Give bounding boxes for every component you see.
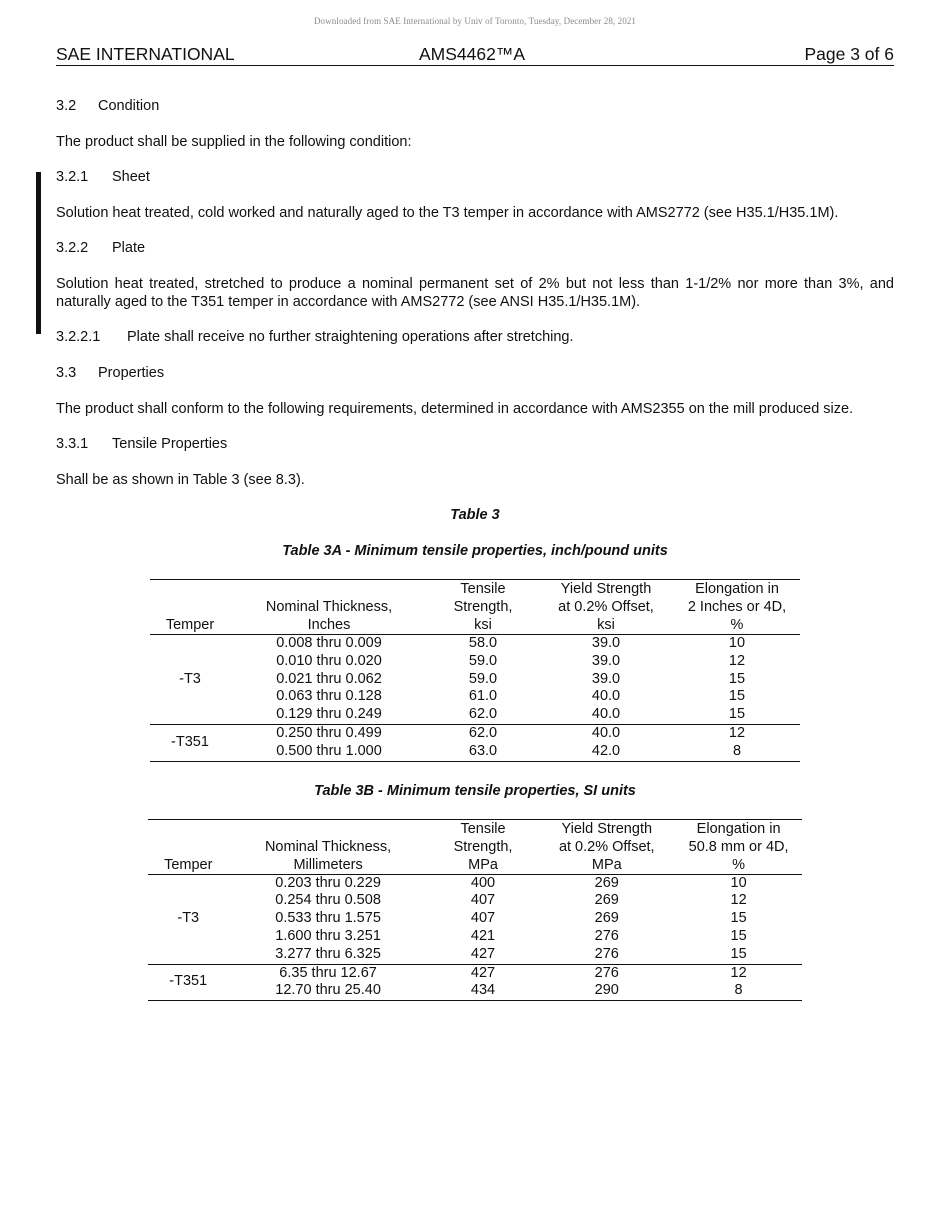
- header-doc-number: AMS4462™A: [419, 44, 526, 64]
- table-row: [148, 982, 802, 1000]
- col-yield-strength: [538, 580, 674, 635]
- col-yield-strength: [538, 819, 675, 874]
- col-tensile-strength: [428, 580, 538, 635]
- header-line: Elongation in: [696, 820, 781, 837]
- table-3-caption: Table 3: [450, 507, 500, 523]
- heading-3-2: [56, 97, 894, 116]
- table-row: [150, 635, 800, 653]
- section-number: 3.2.2: [56, 240, 89, 256]
- header-line: Elongation in: [695, 581, 779, 597]
- section-number: 3.3: [56, 365, 77, 381]
- table-header-row: [150, 580, 800, 635]
- tensile-cell: 62.0: [468, 724, 498, 741]
- document-body: [56, 97, 894, 1001]
- header-line: Nominal Thickness,: [264, 838, 392, 855]
- section-title: Plate: [112, 240, 146, 256]
- header-line: %: [730, 617, 744, 633]
- elongation-cell: 15: [728, 688, 746, 705]
- temper-cell: -T3: [179, 670, 201, 687]
- revision-change-bar: [36, 172, 41, 334]
- thickness-cell: 0.010 thru 0.020: [276, 652, 382, 669]
- tensile-cell: 59.0: [468, 670, 498, 687]
- header-line: 50.8 mm or 4D,: [688, 838, 789, 855]
- table-3b: [148, 819, 802, 1002]
- elongation-cell: 12: [728, 724, 746, 741]
- paragraph-3-2-1: Solution heat treated, cold worked and naturally aged to the T3 temper in accordance with AMS2772 (see H35.1/H35.1M).: [56, 205, 839, 221]
- col-elongation: [675, 819, 802, 874]
- header-page-number: Page 3 of 6: [804, 44, 894, 64]
- tensile-cell: 400: [470, 874, 496, 891]
- col-temper: Temper: [165, 617, 215, 633]
- header-line: at 0.2% Offset,: [558, 838, 655, 855]
- yield-cell: 269: [594, 874, 619, 891]
- header-line: at 0.2% Offset,: [558, 599, 654, 615]
- tensile-cell: 407: [470, 910, 496, 927]
- header-line: Tensile: [460, 820, 506, 837]
- table-row: [150, 743, 800, 761]
- yield-cell: 276: [594, 927, 619, 944]
- thickness-cell: 6.35 thru 12.67: [279, 964, 377, 981]
- table-3b-caption: Table 3B - Minimum tensile properties, SI units: [314, 782, 636, 799]
- table-3a: [150, 579, 800, 762]
- thickness-cell: 1.600 thru 3.251: [275, 927, 381, 944]
- tensile-cell: 61.0: [468, 688, 498, 705]
- temper-group-t3: [148, 874, 802, 964]
- thickness-cell: 3.277 thru 6.325: [275, 945, 381, 962]
- table-row: [148, 910, 802, 928]
- heading-3-2-1: [56, 168, 894, 187]
- yield-cell: 39.0: [591, 670, 621, 687]
- tensile-cell: 427: [470, 964, 496, 981]
- table-row: [148, 964, 802, 982]
- heading-3-3-1: [56, 435, 894, 454]
- elongation-cell: 8: [734, 982, 743, 999]
- thickness-cell: 12.70 thru 25.40: [275, 982, 381, 999]
- section-title: Tensile Properties: [112, 436, 228, 452]
- tensile-cell: 59.0: [468, 652, 498, 669]
- heading-3-2-2: [56, 239, 894, 258]
- section-title: Condition: [98, 98, 160, 114]
- header-line: MPa: [468, 856, 498, 873]
- paragraph-3-3: The product shall conform to the following requirements, determined in accordance with AMS2355 on the mill produced size.: [56, 401, 854, 417]
- tensile-cell: 407: [470, 892, 496, 909]
- header-line: Inches: [307, 617, 351, 633]
- thickness-cell: 0.250 thru 0.499: [276, 724, 382, 741]
- col-tensile-strength: [428, 819, 539, 874]
- table-row: [148, 928, 802, 946]
- yield-cell: 269: [594, 892, 619, 909]
- header-line: Tensile: [460, 581, 506, 597]
- tensile-cell: 63.0: [468, 742, 498, 759]
- yield-cell: 269: [594, 910, 619, 927]
- tensile-cell: 62.0: [468, 706, 498, 723]
- table-header-row: [148, 819, 802, 874]
- header-line: Millimeters: [293, 856, 363, 873]
- yield-cell: 39.0: [591, 652, 621, 669]
- section-number: 3.2: [56, 98, 77, 114]
- tensile-cell: 434: [470, 982, 496, 999]
- thickness-cell: 0.533 thru 1.575: [275, 910, 381, 927]
- thickness-cell: 0.500 thru 1.000: [276, 742, 382, 759]
- elongation-cell: 8: [732, 742, 742, 759]
- temper-group-t351: [150, 724, 800, 761]
- temper-cell: -T351: [171, 733, 209, 750]
- table-row: [150, 671, 800, 689]
- section-number: 3.2.2.1: [56, 329, 101, 345]
- section-title: Sheet: [112, 169, 150, 185]
- tensile-cell: 427: [470, 945, 496, 962]
- section-title: Properties: [98, 365, 165, 381]
- paragraph-3-2: The product shall be supplied in the following condition:: [56, 134, 412, 150]
- paragraph-3-2-2: Solution heat treated, stretched to produce a nominal permanent set of 2% but not less than 1-1/2% nor more than 3%, and naturally aged to the T351 temper in accordance with AMS2772 (see ANSI H35.1/H35.1M).: [56, 276, 894, 310]
- table-row: [150, 688, 800, 706]
- temper-cell: -T351: [169, 973, 208, 990]
- elongation-cell: 15: [728, 706, 746, 723]
- yield-cell: 40.0: [591, 724, 621, 741]
- header-line: 2 Inches or 4D,: [687, 599, 787, 615]
- yield-cell: 290: [594, 982, 619, 999]
- table-3a-caption: Table 3A - Minimum tensile properties, inch/pound units: [282, 543, 668, 559]
- temper-group-t351: [148, 964, 802, 1001]
- yield-cell: 39.0: [591, 635, 621, 651]
- thickness-cell: 0.021 thru 0.062: [276, 670, 382, 687]
- elongation-cell: 15: [730, 910, 747, 927]
- heading-3-3: [56, 364, 894, 383]
- section-number: 3.3.1: [56, 436, 89, 452]
- table-row: [148, 892, 802, 910]
- header-line: Strength,: [453, 838, 513, 855]
- paragraph-3-3-1: Shall be as shown in Table 3 (see 8.3).: [56, 472, 305, 488]
- header-line: %: [732, 856, 746, 873]
- elongation-cell: 15: [728, 670, 746, 687]
- table-row: [150, 706, 800, 724]
- thickness-cell: 0.254 thru 0.508: [275, 892, 381, 909]
- yield-cell: 276: [594, 964, 619, 981]
- col-elongation: [674, 580, 800, 635]
- elongation-cell: 12: [730, 892, 747, 909]
- thickness-cell: 0.008 thru 0.009: [276, 635, 382, 651]
- elongation-cell: 12: [728, 652, 746, 669]
- yield-cell: 40.0: [591, 688, 621, 705]
- header-line: ksi: [474, 617, 492, 633]
- header-org: SAE INTERNATIONAL: [56, 44, 235, 64]
- thickness-cell: 0.063 thru 0.128: [276, 688, 382, 705]
- elongation-cell: 15: [730, 945, 747, 962]
- section-number: 3.2.1: [56, 169, 89, 185]
- header-line: Yield Strength: [560, 581, 652, 597]
- temper-cell: -T3: [177, 910, 200, 927]
- header-line: ksi: [597, 617, 615, 633]
- thickness-cell: 0.129 thru 0.249: [276, 706, 382, 723]
- tensile-cell: 58.0: [468, 635, 498, 651]
- page-header: [56, 44, 894, 66]
- thickness-cell: 0.203 thru 0.229: [275, 874, 381, 891]
- table-row: [148, 874, 802, 892]
- temper-group-t3: [150, 635, 800, 725]
- header-line: Strength,: [453, 599, 513, 615]
- yield-cell: 40.0: [591, 706, 621, 723]
- col-nominal-thickness: [230, 580, 428, 635]
- table-row: [150, 724, 800, 742]
- paragraph-3-2-2-1: [56, 328, 894, 347]
- download-watermark: Downloaded from SAE International by Univ of Toronto, Tuesday, December 28, 2021: [313, 16, 637, 26]
- elongation-cell: 10: [730, 874, 747, 891]
- elongation-cell: 12: [730, 964, 747, 981]
- col-temper: Temper: [164, 856, 213, 873]
- elongation-cell: 15: [730, 927, 747, 944]
- elongation-cell: 10: [728, 635, 746, 651]
- section-text: Plate shall receive no further straightening operations after stretching.: [127, 329, 574, 345]
- header-line: Nominal Thickness,: [265, 599, 393, 615]
- yield-cell: 276: [594, 945, 619, 962]
- yield-cell: 42.0: [591, 742, 621, 759]
- table-row: [150, 653, 800, 671]
- header-line: Yield Strength: [561, 820, 653, 837]
- col-nominal-thickness: [228, 819, 427, 874]
- tensile-cell: 421: [470, 927, 496, 944]
- table-row: [148, 946, 802, 964]
- header-line: MPa: [591, 856, 622, 873]
